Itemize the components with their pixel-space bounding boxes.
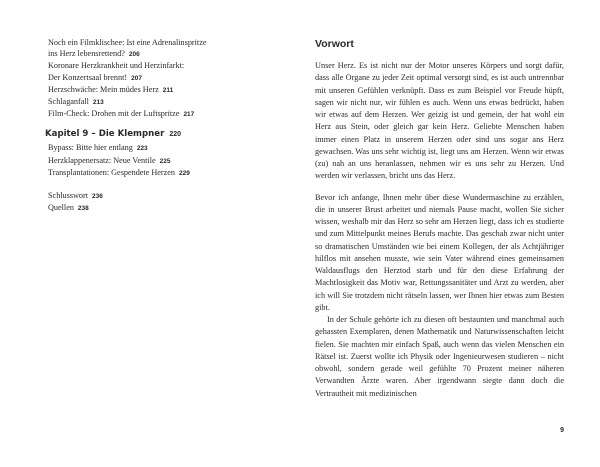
toc-entry-title: Bypass: Bitte hier entlang: [48, 143, 133, 153]
toc-entry: [48, 72, 288, 84]
toc-entry-title: Noch ein Filmklischee: Ist eine Adrenalinspritze: [48, 38, 207, 47]
toc-entry: [48, 108, 288, 120]
toc-entry-title: Koronare Herzkrankheit und Herzinfarkt:: [48, 61, 185, 71]
toc-page-number: 206: [128, 51, 140, 59]
paragraph: Bevor ich anfange, Ihnen mehr über diese Wundermaschine zu erzählen, die in unserer Brust arbeitet und niemals Pause macht, wollen Sie sicher wissen, weshalb mir das Herz so sehr am Herzen liegt, dass ich es studierte und zum Mittelpunkt meines Berufs machte. Das geschah zwar nicht unter so dramatischen Umständen wie bei einem Kollegen, der als Achtjähriger hilflos mit ansehen musste, wie sein Vater während eines gemeinsamen Waldausflugs den Herztod starb und für den diese Erfahrung der Machtlosigkeit das Motiv war, Rettungssanitäter und Arzt zu werden, aber ich will Sie trotzdem nicht rätseln lassen, wer Ihnen hier etwas zum Besten gibt.: [315, 192, 564, 312]
page-number: 9: [560, 427, 564, 434]
paragraph: In der Schule gehörte ich zu diesen oft bestaunten und manchmal auch gehassten Exemplaren, denen Mathematik und Naturwissenschaften leicht fielen. Sie machten mir einfach Spaß, auch wenn das vielen Menschen ein Rätsel ist. Zuerst wollte ich Physik oder Ingenieurwesen studieren – nicht obwohl, sondern gerade weil gefühlte 70 Prozent meiner näheren Verwandten Ärzte waren. Aber irgendwann siegte dann doch die Vertrautheit mit medizinischen: [315, 315, 564, 398]
toc-page-number: 236: [92, 193, 103, 201]
toc-entry: [48, 48, 288, 60]
chapter-title: Kapitel 9 – Die Klempner: [45, 129, 165, 140]
toc-entry-title: Herzklappenersatz: Neue Ventile: [48, 155, 156, 165]
toc-entry: [48, 96, 288, 108]
toc-entry: [48, 155, 288, 167]
toc-entry: [48, 167, 288, 179]
toc-entry: [48, 37, 288, 48]
toc-page-number: 211: [162, 86, 174, 94]
toc-entry: [48, 60, 288, 71]
toc-entry: [48, 202, 288, 214]
toc-entry-title: Quellen: [48, 203, 74, 213]
toc-page-number: 225: [159, 157, 171, 165]
toc-page-number: 223: [136, 145, 148, 153]
toc-page-number: 220: [169, 131, 182, 139]
toc-page-number: 217: [183, 111, 195, 119]
toc-entry-title: Der Konzertsaal brennt!: [48, 72, 128, 82]
page-title: Vorwort: [315, 38, 354, 50]
vorwort-page: [315, 37, 564, 400]
toc-page-number: 213: [92, 99, 104, 107]
toc-chapter-heading: [45, 128, 288, 141]
toc-spacer: [48, 179, 288, 190]
toc-entry: [48, 190, 288, 202]
toc-entry-title: Film-Check: Drohen mit der Luftspritze: [48, 109, 180, 119]
toc-page-number: 238: [77, 205, 89, 213]
toc-entry-title: Transplantationen: Gespendete Herzen: [48, 167, 176, 177]
toc-entry: [48, 84, 288, 96]
paragraph: Unser Herz. Es ist nicht nur der Motor unseres Körpers und sorgt dafür, dass alle Organe zu jeder Zeit optimal versorgt sind, es ist auch untrennbar mit unseren Gefühlen verknüpft. Dass es zum Beispiel vor Freude hüpft, sagen wir nicht nur, wir fühlen es auch. Wenn uns etwas bedrückt, haben wir etwas auf dem Herzen. Wer geizig ist und gemein, der hat wohl ein Herz aus Stein, oder gleich gar kein Herz. Geliebte Menschen haben immer einen Platz in unserem Herzen oder sind uns sogar ans Herz gewachsen. Was uns sehr wichtig ist, liegt uns am Herzen. Wenn wir etwas (zu) nah an uns heranlassen, nehmen wir es uns sehr zu Herzen. Und werden wir verlassen, bricht uns das Herz.: [315, 61, 564, 181]
toc-page-number: 229: [179, 169, 190, 177]
toc-entry-title: Herzschwäche: Mein müdes Herz: [48, 84, 159, 94]
toc-entry: [48, 142, 288, 154]
toc-page-number: 207: [131, 74, 142, 82]
toc-entry-title: ins Herz lebensrettend?: [48, 49, 125, 59]
table-of-contents: [45, 37, 288, 214]
toc-entry-title: Schlaganfall: [48, 97, 89, 107]
toc-entry-title: Schlusswort: [48, 191, 89, 201]
